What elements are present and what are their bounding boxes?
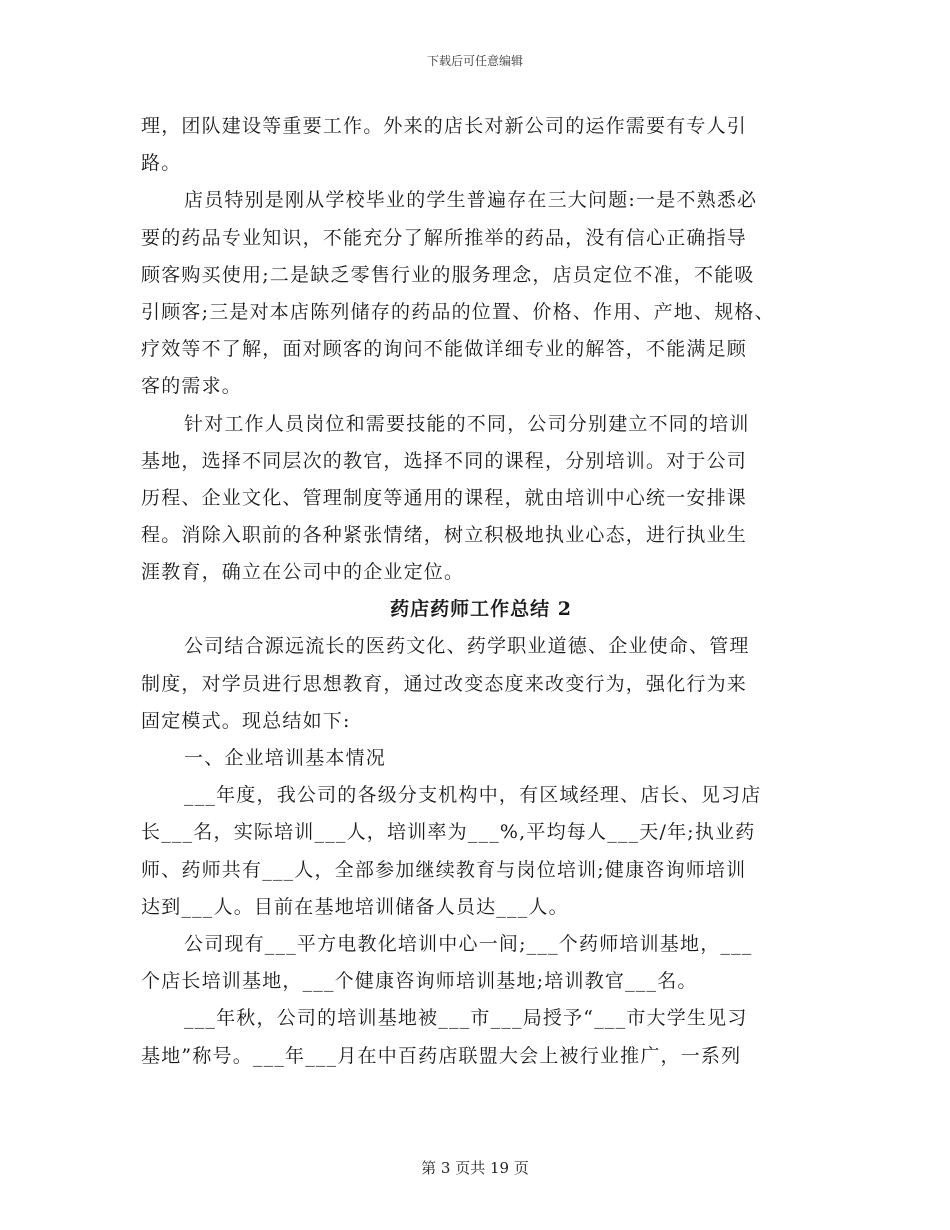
text-line: 公司现有___平方电教化培训中心一间;___个药师培训基地，___ <box>184 932 753 955</box>
text-line: ___年度，我公司的各级分支机构中，有区域经理、店长、见习店 <box>184 784 762 807</box>
body-after-title <box>141 628 821 1074</box>
text-line: 基地，选择不同层次的教官，选择不同的课程，分别培训。对于公司 <box>141 449 748 472</box>
text-line: ___年秋，公司的培训基地被___市___局授予“___市大学生见习 <box>184 1007 748 1030</box>
text-line: 引顾客;三是对本店陈列储存的药品的位置、价格、作用、产地、规格、 <box>141 300 775 323</box>
text-line: 个店长培训基地，___个健康咨询师培训基地;培训教官___名。 <box>141 970 698 993</box>
body-before-title <box>141 108 821 591</box>
paragraph <box>141 406 821 592</box>
text-line: 固定模式。现总结如下: <box>141 709 351 732</box>
paragraph <box>141 777 821 926</box>
text-line: 基地”称号。___年___月在中百药店联盟大会上被行业推广，一系列 <box>141 1044 742 1067</box>
text-line: 顾客购买使用;二是缺乏零售行业的服务理念，店员定位不准，不能吸 <box>141 263 755 286</box>
text-line: 历程、企业文化、管理制度等通用的课程，就由培训中心统一安排课 <box>141 486 748 509</box>
paragraph <box>141 628 821 740</box>
text-line: 师、药师共有___人，全部参加继续教育与岗位培训;健康咨询师培训 <box>141 858 747 881</box>
text-line: 长___名，实际培训___人，培训率为___%,平均每人___天/年;执业药 <box>141 821 756 844</box>
text-line: 客的需求。 <box>141 375 243 398</box>
text-line: 疗效等不了解，面对顾客的询问不能做详细专业的解答，不能满足顾 <box>141 338 748 361</box>
paragraph <box>141 740 821 777</box>
text-line: 制度，对学员进行思想教育，通过改变态度来改变行为，强化行为来 <box>141 672 748 695</box>
text-line: 店员特别是刚从学校毕业的学生普遍存在三大问题:一是不熟悉必 <box>184 189 758 212</box>
page-footer: 第 3 页共 19 页 <box>421 1159 529 1177</box>
text-line: 达到___人。目前在基地培训储备人员达___人。 <box>141 895 569 918</box>
text-line: 理，团队建设等重要工作。外来的店长对新公司的运作需要有专人引 <box>141 115 748 137</box>
paragraph <box>141 1000 821 1074</box>
paragraph <box>141 926 821 1000</box>
text-line: 程。消除入职前的各种紧张情绪，树立积极地执业心态，进行执业生 <box>141 524 748 547</box>
text-line: 要的药品专业知识，不能充分了解所推举的药品，没有信心正确指导 <box>141 226 748 249</box>
document-body <box>141 108 821 1075</box>
section-title: 药店药师工作总结 2 <box>390 598 572 621</box>
page-header: 下载后可任意编辑 <box>426 54 523 68</box>
text-line: 涯教育，确立在公司中的企业定位。 <box>141 561 465 584</box>
text-line: 一、企业培训基本情况 <box>184 747 387 769</box>
text-line: 路。 <box>141 152 182 175</box>
paragraph <box>141 182 821 405</box>
text-line: 公司结合源远流长的医药文化、药学职业道德、企业使命、管理 <box>184 635 750 658</box>
paragraph <box>141 108 821 182</box>
text-line: 针对工作人员岗位和需要技能的不同，公司分别建立不同的培训 <box>184 412 750 435</box>
